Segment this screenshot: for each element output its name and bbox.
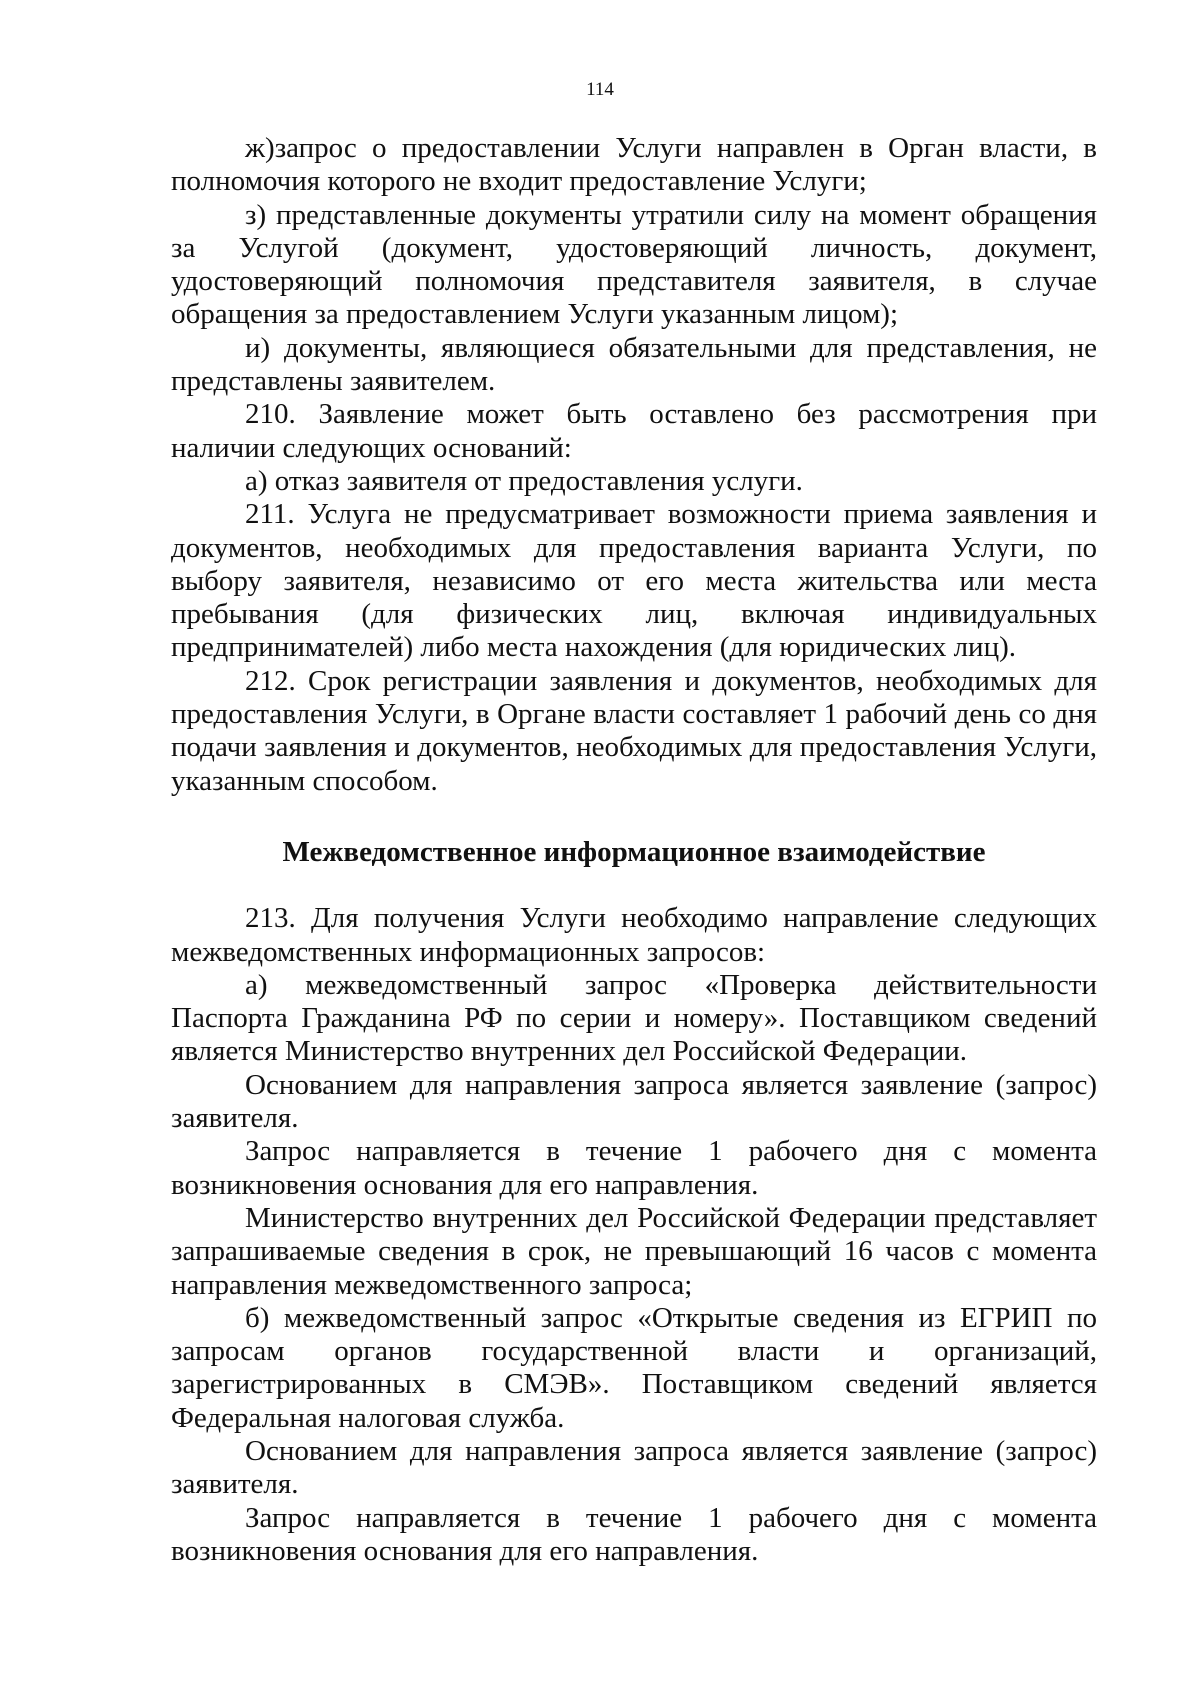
paragraph-basis-b: Основанием для направления запроса является заявление (запрос) заявителя.	[171, 1434, 1097, 1501]
paragraph-item-z: з) представленные документы утратили силу на момент обращения за Услугой (документ, удостоверяющий личность, документ, удостоверяющий полномочия представителя заявителя, в случае обращения за предоставлением Услуги указанным лицом);	[171, 198, 1097, 331]
paragraph-213-item-a: а) межведомственный запрос «Проверка действительности Паспорта Гражданина РФ по серии и номеру». Поставщиком сведений является Министерство внутренних дел Российской Федерации.	[171, 968, 1097, 1068]
document-body	[171, 132, 1097, 1568]
paragraph-211: 211. Услуга не предусматривает возможности приема заявления и документов, необходимых для предоставления варианта Услуги, по выбору заявителя, независимо от его места жительства или места пребывания (для физических лиц, включая индивидуальных предпринимателей) либо места нахождения (для юридических лиц).	[171, 498, 1097, 664]
paragraph-213: 213. Для получения Услуги необходимо направление следующих межведомственных информационных запросов:	[171, 902, 1097, 968]
paragraph-timing-a: Запрос направляется в течение 1 рабочего дня с момента возникновения основания для его направления.	[171, 1135, 1097, 1201]
page-number: 114	[586, 79, 614, 100]
paragraph-210-item-a: а) отказ заявителя от предоставления услуги.	[245, 464, 803, 497]
paragraph-213-item-b: б) межведомственный запрос «Открытые сведения из ЕГРИП по запросам органов государственной власти и организаций, зарегистрированных в СМЭВ». Поставщиком сведений является Федеральная налоговая служба.	[171, 1301, 1097, 1434]
paragraph-210: 210. Заявление может быть оставлено без рассмотрения при наличии следующих оснований:	[171, 398, 1097, 464]
paragraph-response-a: Министерство внутренних дел Российской Федерации представляет запрашиваемые сведения в срок, не превышающий 16 часов с момента направления межведомственного запроса;	[171, 1201, 1097, 1301]
section-heading: Межведомственное информационное взаимодействие	[282, 835, 986, 868]
paragraph-basis-a: Основанием для направления запроса является заявление (запрос) заявителя.	[171, 1068, 1097, 1135]
paragraph-timing-b: Запрос направляется в течение 1 рабочего дня с момента возникновения основания для его направления.	[171, 1501, 1097, 1567]
paragraph-item-i: и) документы, являющиеся обязательными для представления, не представлены заявителем.	[171, 331, 1097, 398]
paragraph-212: 212. Срок регистрации заявления и документов, необходимых для предоставления Услуги, в Органе власти составляет 1 рабочий день со дня подачи заявления и документов, необходимых для предоставления Услуги, указанным способом.	[171, 664, 1097, 797]
paragraph-item-zh: ж)запрос о предоставлении Услуги направлен в Орган власти, в полномочия которого не входит предоставление Услуги;	[171, 132, 1097, 198]
